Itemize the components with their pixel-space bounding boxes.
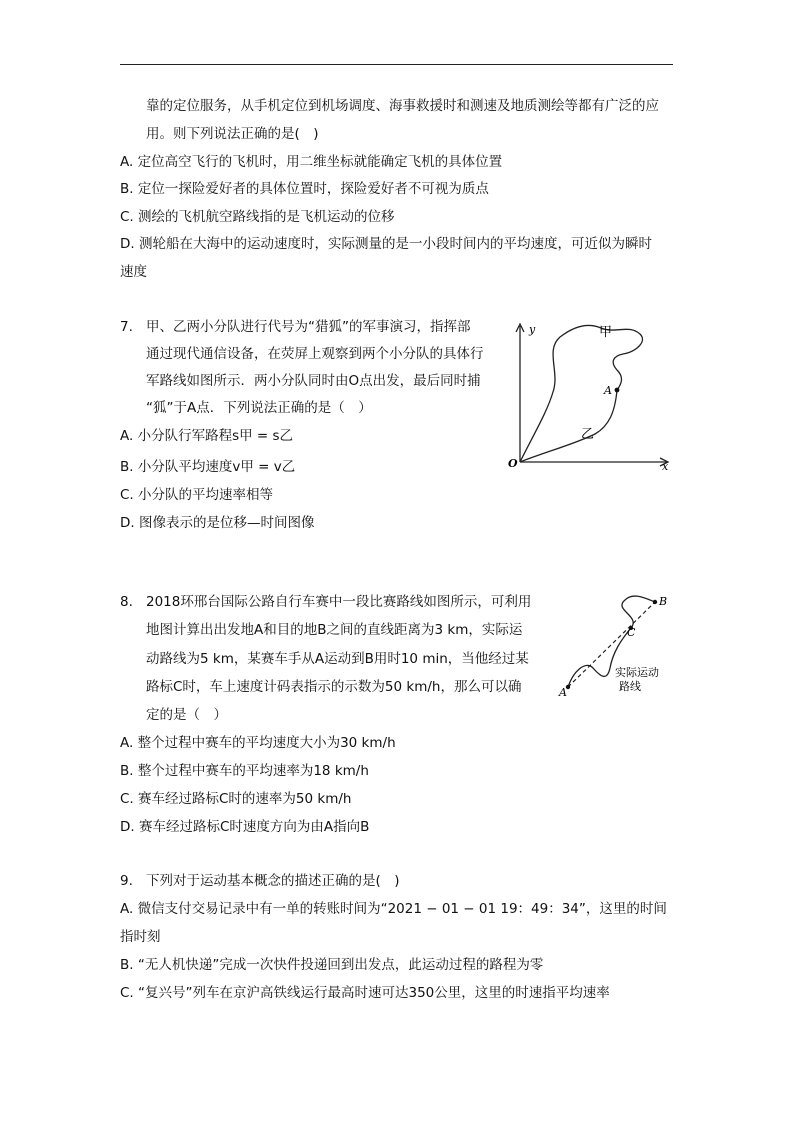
q7-number: 7. (120, 319, 133, 335)
q9-option-b: B. “无人机快递”完成一次快件投递回到出发点，此运动过程的路程为零 (120, 957, 544, 973)
q8-stem-line3: 动路线为5 km，某赛车手从A运动到B用时10 min，当他经过某 (146, 651, 529, 667)
q8-stem-line2: 地图计算出出发地A和目的地B之间的直线距离为3 km，实际运 (146, 622, 523, 638)
q7-stem-line1: 甲、乙两小分队进行代号为“猎狐”的军事演习，指挥部 (146, 319, 471, 335)
y-label: y (529, 323, 536, 336)
q7-option-b: B. 小分队平均速度v甲 = v乙 (120, 459, 296, 475)
q7-stem-line2: 通过现代通信设备，在荧屏上观察到两个小分队的具体行 (146, 346, 484, 362)
q8-stem-line4: 路标C时，车上速度计码表指示的示数为50 km/h，那么可以确 (146, 679, 522, 695)
x-label: x (662, 460, 669, 472)
q6-option-b: B. 定位一探险爱好者的具体位置时，探险爱好者不可视为质点 (120, 181, 489, 197)
origin-label: O (508, 457, 518, 470)
q6-stem-line1: 靠的定位服务，从手机定位到机场调度、海事救援时和测速及地质测绘等都有广泛的应 (146, 98, 659, 114)
q6-option-d-cont: 速度 (120, 264, 147, 280)
q6-stem-line2: 用。则下列说法正确的是( ) (146, 126, 319, 142)
q7-option-a: A. 小分队行军路程s甲 = s乙 (120, 428, 294, 444)
q9-option-a-cont: 指时刻 (120, 929, 161, 945)
q8-number: 8. (120, 594, 133, 610)
q7-option-c: C. 小分队的平均速率相等 (120, 487, 274, 503)
q7-stem-line3: 军路线如图所示．两小分队同时由O点出发，最后同时捕 (146, 373, 481, 389)
q8-stem-line5: 定的是（ ） (146, 707, 227, 723)
q6-option-a: A. 定位高空飞行的飞机时，用二维坐标就能确定飞机的具体位置 (120, 154, 503, 170)
q9-option-a: A. 微信支付交易记录中有一单的转账时间为“2021 − 01 − 01 19：49：34”，这里的时间 (120, 901, 667, 917)
q8-option-a: A. 整个过程中赛车的平均速度大小为30 km/h (120, 735, 396, 751)
q9-stem: 下列对于运动基本概念的描述正确的是( ) (146, 873, 400, 889)
route-label-line2: 路线 (619, 680, 641, 693)
q8-option-b: B. 整个过程中赛车的平均速率为18 km/h (120, 763, 369, 779)
q8-option-d: D. 赛车经过路标C时速度方向为由A指向B (120, 819, 370, 835)
q6-option-d: D. 测轮船在大海中的运动速度时，实际测量的是一小段时间内的平均速度，可近似为瞬时 (120, 236, 652, 252)
q9-number: 9. (120, 873, 133, 889)
route-yi (520, 390, 617, 462)
q7-option-d: D. 图像表示的是位移—时间图像 (120, 515, 315, 531)
b-label: B (659, 595, 668, 608)
q6-option-c: C. 测绘的飞机航空路线指的是飞机运动的位移 (120, 209, 395, 225)
q8-stem-line1: 2018环邢台国际公路自行车赛中一段比赛路线如图所示，可利用 (146, 594, 532, 610)
jia-label: 甲 (599, 325, 613, 340)
q7-path-figure (505, 312, 675, 472)
a-label: A (604, 384, 612, 397)
header-rule (120, 64, 673, 65)
point-b (653, 600, 657, 604)
point-a (615, 388, 620, 393)
q7-stem-line4: “狐”于A点．下列说法正确的是（ ） (146, 400, 372, 416)
yi-label: 乙 (581, 427, 595, 442)
a-label: A (559, 686, 567, 699)
q9-option-c: C. “复兴号”列车在京沪高铁线运行最高时速可达350公里，这里的时速指平均速率 (120, 985, 610, 1001)
q8-route-figure (555, 590, 675, 700)
c-label: C (627, 626, 636, 639)
q8-option-c: C. 赛车经过路标C时的速率为50 km/h (120, 791, 352, 807)
route-label-line1: 实际运动 (615, 666, 659, 679)
